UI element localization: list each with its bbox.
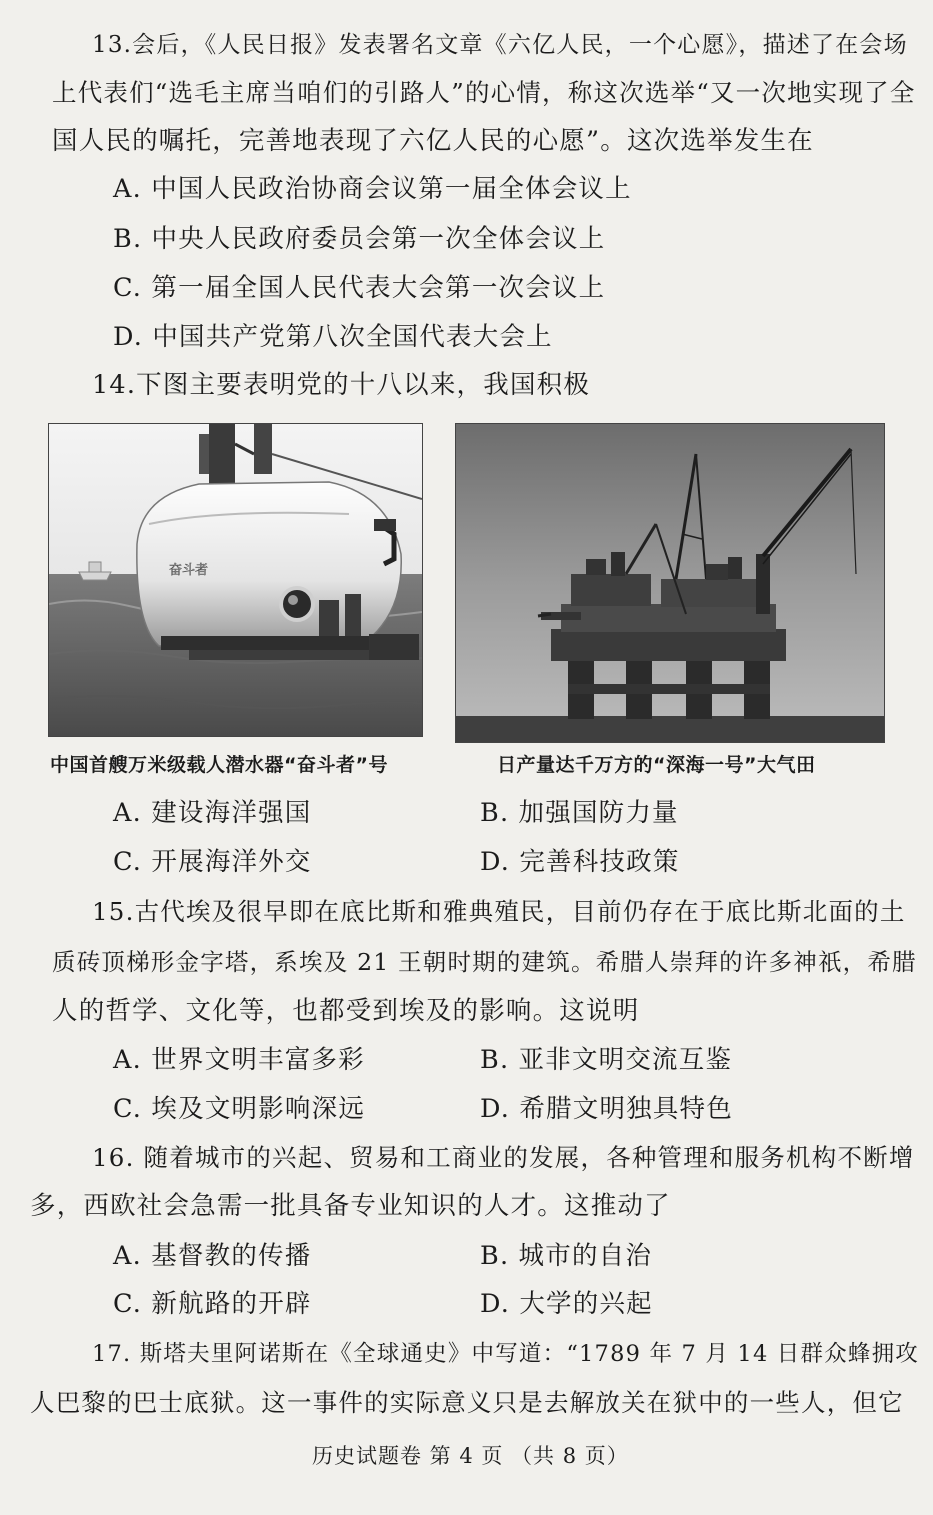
q14-stem-line-1: 14.下图主要表明党的十八以来，我国积极 — [92, 370, 591, 400]
gas-platform-photo — [455, 423, 885, 743]
q15-option-b: B. 亚非文明交流互鉴 — [480, 1045, 733, 1075]
page-footer: 历史试题卷 第 4 页 （共 8 页） — [312, 1444, 629, 1468]
q15-stem-line-2: 质砖顶梯形金字塔，系埃及 21 王朝时期的建筑。希腊人崇拜的许多神祇，希腊 — [52, 948, 917, 976]
submarine-photo — [48, 423, 423, 737]
q15-option-a: A. 世界文明丰富多彩 — [113, 1045, 365, 1075]
q13-stem-line-1: 13.会后，《人民日报》发表署名文章《六亿人民，一个心愿》，描述了在会场 — [92, 32, 908, 58]
q17-stem-line-2: 人巴黎的巴士底狱。这一事件的实际意义只是去解放关在狱中的一些人，但它 — [30, 1388, 904, 1417]
q16-option-a: A. 基督教的传播 — [113, 1241, 312, 1271]
q15-stem-line-3: 人的哲学、文化等，也都受到埃及的影响。这说明 — [52, 996, 640, 1026]
q14-option-c: C. 开展海洋外交 — [113, 847, 312, 877]
submarine-caption: 中国首艘万米级载人潜水器“奋斗者”号 — [50, 754, 388, 776]
q13-stem-line-3: 国人民的嘱托，完善地表现了六亿人民的心愿”。这次选举发生在 — [52, 126, 814, 156]
gas-field-caption: 日产量达千万方的“深海一号”大气田 — [497, 754, 816, 776]
q16-stem-line-1: 16. 随着城市的兴起、贸易和工商业的发展，各种管理和服务机构不断增 — [92, 1143, 915, 1172]
q14-option-a: A. 建设海洋强国 — [113, 798, 312, 828]
q15-stem-line-1: 15.古代埃及很早即在底比斯和雅典殖民，目前仍存在于底比斯北面的土 — [92, 897, 906, 926]
q15-option-c: C. 埃及文明影响深远 — [113, 1094, 366, 1124]
q16-stem-line-2: 多，西欧社会急需一批具备专业知识的人才。这推动了 — [30, 1191, 671, 1221]
q13-option-b: B. 中央人民政府委员会第一次全体会议上 — [113, 224, 606, 254]
submarine-name-label: 奋斗者 — [169, 563, 209, 578]
q16-option-b: B. 城市的自治 — [480, 1241, 653, 1271]
q13-option-c: C. 第一届全国人民代表大会第一次会议上 — [113, 273, 606, 303]
q14-option-d: D. 完善科技政策 — [480, 847, 680, 877]
q16-option-c: C. 新航路的开辟 — [113, 1289, 312, 1319]
submarine-illustration — [49, 424, 422, 736]
q13-stem-line-2: 上代表们“选毛主席当咱们的引路人”的心情，称这次选举“又一次地实现了全 — [52, 78, 916, 107]
q13-option-d: D. 中国共产党第八次全国代表大会上 — [113, 322, 553, 352]
q13-option-a: A. 中国人民政治协商会议第一届全体会议上 — [113, 174, 632, 204]
q17-stem-line-1: 17. 斯塔夫里阿诺斯在《全球通史》中写道：“1789 年 7 月 14 日群众蜂拥攻 — [92, 1341, 920, 1367]
q15-option-d: D. 希腊文明独具特色 — [480, 1094, 733, 1124]
q16-option-d: D. 大学的兴起 — [480, 1289, 653, 1319]
gas-platform-illustration — [456, 424, 884, 742]
q14-option-b: B. 加强国防力量 — [480, 798, 679, 828]
